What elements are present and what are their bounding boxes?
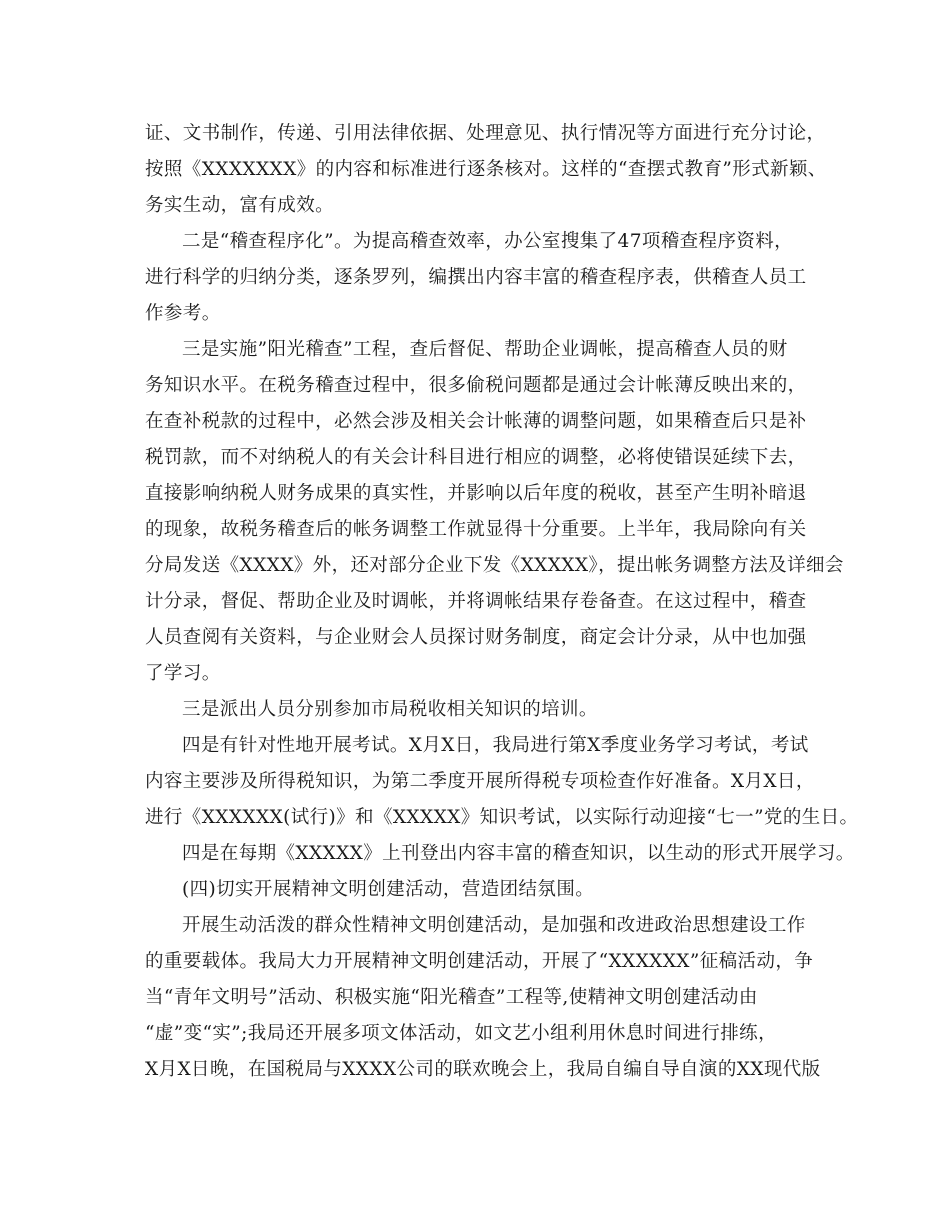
text-line: 务知识水平。在税务稽查过程中，很多偷税问题都是通过会计帐薄反映出来的，: [145, 375, 807, 396]
text-line: 三是派出人员分别参加市局税收相关知识的培训。: [182, 699, 598, 720]
text-line: 直接影响纳税人财务成果的真实性，并影响以后年度的税收，甚至产生明补暗退: [145, 483, 807, 504]
text-line: 二是“稽查程序化”。为提高稽查效率，办公室搜集了47项稽查程序资料，: [182, 231, 794, 252]
text-line: 的重要载体。我局大力开展精神文明创建活动，开展了“XXXXXX”征稿活动，争: [145, 951, 814, 972]
document-body: [145, 116, 859, 1088]
text-line: 开展生动活泼的群众性精神文明创建活动，是加强和改进政治思想建设工作: [182, 915, 806, 936]
text-line: 按照《XXXXXXX》的内容和标准进行逐条核对。这样的“查摆式教育”形式新颖、: [145, 159, 827, 180]
text-line: 务实生动，富有成效。: [145, 195, 335, 216]
text-line: (四)切实开展精神文明创建活动，营造团结氛围。: [182, 879, 595, 900]
text-line: 在查补税款的过程中，必然会涉及相关会计帐薄的调整问题，如果稽查后只是补: [145, 411, 807, 432]
text-line: 了学习。: [145, 663, 221, 684]
text-line: 计分录，督促、帮助企业及时调帐，并将调帐结果存卷备查。在这过程中，稽查: [145, 591, 807, 612]
text-line: 分局发送《XXXX》外，还对部分企业下发《XXXXX》，提出帐务调整方法及详细会: [145, 555, 844, 576]
text-line: 四是在每期《XXXXX》上刊登出内容丰富的稽查知识，以生动的形式开展学习。: [182, 843, 855, 864]
text-line: 进行科学的归纳分类，逐条罗列，编撰出内容丰富的稽查程序表，供稽查人员工: [145, 267, 807, 288]
text-line: 当“青年文明号”活动、积极实施“阳光稽查”工程等,使精神文明创建活动由: [145, 987, 758, 1008]
text-line: 进行《XXXXXX(试行)》和《XXXXX》知识考试，以实际行动迎接“七一”党的生日。: [145, 807, 859, 828]
text-line: 作参考。: [145, 303, 221, 324]
text-line: 的现象，故税务稽查后的帐务调整工作就显得十分重要。上半年，我局除向有关: [145, 519, 807, 540]
text-line: 三是实施”阳光稽查”工程，查后督促、帮助企业调帐，提高稽查人员的财: [182, 339, 788, 360]
text-line: 证、文书制作，传递、引用法律依据、处理意见、执行情况等方面进行充分讨论，: [145, 123, 826, 144]
text-line: “虚”变“实”;我局还开展多项文体活动，如文艺小组利用休息时间进行排练，: [145, 1023, 777, 1044]
text-line: X月X日晚，在国税局与XXXX公司的联欢晚会上，我局自编自导自演的XX现代版: [145, 1059, 821, 1080]
text-line: 税罚款，而不对纳税人的有关会计科目进行相应的调整，必将使错误延续下去，: [145, 447, 807, 468]
text-line: 四是有针对性地开展考试。X月X日，我局进行第X季度业务学习考试，考试: [182, 735, 809, 756]
text-line: 内容主要涉及所得税知识，为第二季度开展所得税专项检查作好准备。X月X日，: [145, 771, 815, 792]
text-line: 人员查阅有关资料，与企业财会人员探讨财务制度，商定会计分录，从中也加强: [145, 627, 807, 648]
